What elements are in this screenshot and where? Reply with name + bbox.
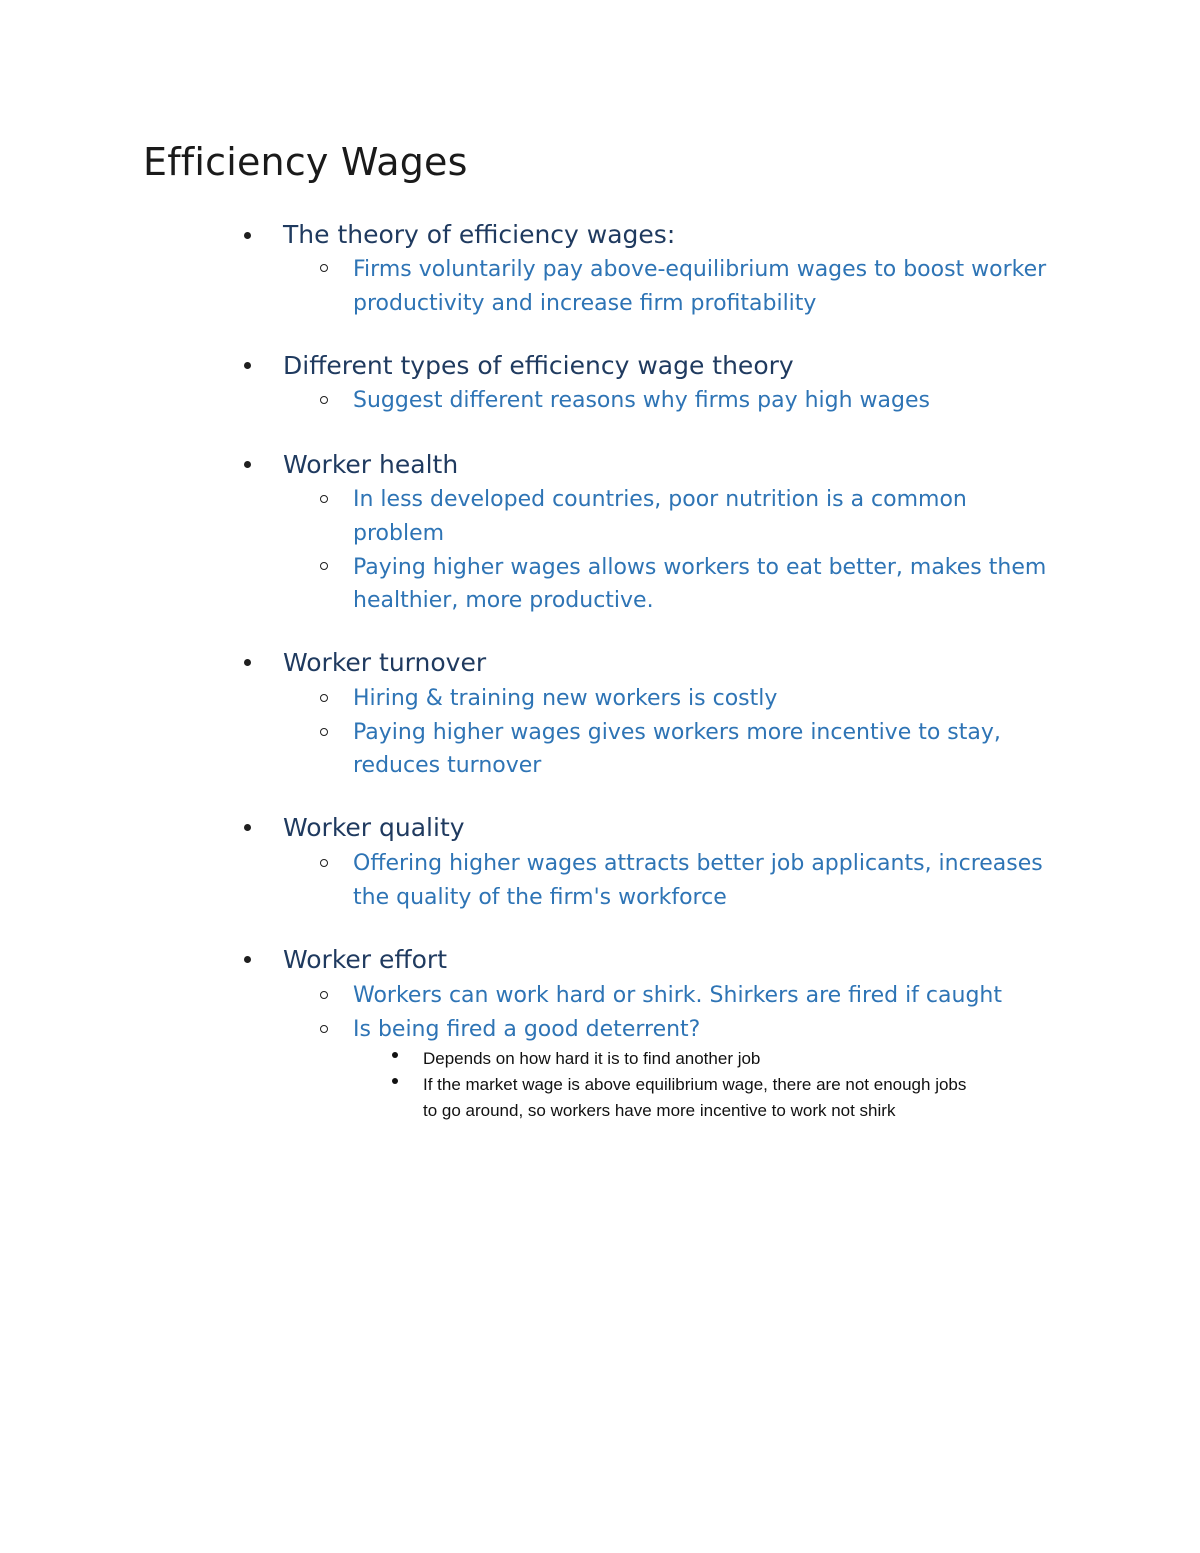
- list-item-line: Is being fired a good deterrent?: [353, 1017, 701, 1042]
- hollow-bullet-icon: [320, 859, 328, 867]
- bullet-icon: [392, 1052, 398, 1058]
- bullet-icon: [244, 461, 251, 468]
- bullet-icon: [244, 956, 251, 963]
- list-item-line: healthier, more productive.: [353, 588, 654, 613]
- list-item-line: In less developed countries, poor nutrition is a common: [353, 487, 967, 512]
- page-title: Efficiency Wages: [143, 140, 468, 184]
- list-item-line: Workers can work hard or shirk. Shirkers are fired if caught: [353, 983, 1002, 1008]
- hollow-bullet-icon: [320, 728, 328, 736]
- list-item-line: reduces turnover: [353, 753, 542, 778]
- list-item-line: productivity and increase firm profitability: [353, 291, 817, 316]
- bullet-icon: [392, 1078, 398, 1084]
- bullet-icon: [244, 824, 251, 831]
- hollow-bullet-icon: [320, 1025, 328, 1033]
- hollow-bullet-icon: [320, 264, 328, 272]
- section-heading: The theory of efficiency wages:: [283, 220, 676, 249]
- section-heading: Worker turnover: [283, 648, 487, 677]
- section-heading: Different types of efficiency wage theory: [283, 351, 794, 380]
- list-item-line: Firms voluntarily pay above-equilibrium wages to boost worker: [353, 257, 1047, 282]
- section-heading: Worker quality: [283, 813, 465, 842]
- hollow-bullet-icon: [320, 396, 328, 404]
- sub-list-item-line: If the market wage is above equilibrium wage, there are not enough jobs: [423, 1075, 967, 1094]
- bullet-icon: [244, 659, 251, 666]
- section-heading: Worker effort: [283, 945, 448, 974]
- sub-list-item-line: Depends on how hard it is to find another job: [423, 1049, 761, 1068]
- list-item-line: Offering higher wages attracts better job applicants, increases: [353, 851, 1043, 876]
- list-item-line: problem: [353, 521, 445, 546]
- section-heading: Worker health: [283, 450, 459, 479]
- list-item-line: Paying higher wages allows workers to eat better, makes them: [353, 555, 1047, 580]
- list-item-line: Paying higher wages gives workers more incentive to stay,: [353, 720, 1001, 745]
- list-item-line: the quality of the firm's workforce: [353, 885, 727, 910]
- bullet-icon: [244, 232, 251, 239]
- hollow-bullet-icon: [320, 562, 328, 570]
- list-item-line: Hiring & training new workers is costly: [353, 686, 778, 711]
- hollow-bullet-icon: [320, 991, 328, 999]
- sub-list-item-line: to go around, so workers have more incentive to work not shirk: [423, 1101, 896, 1120]
- bullet-icon: [244, 362, 251, 369]
- hollow-bullet-icon: [320, 495, 328, 503]
- list-item-line: Suggest different reasons why firms pay high wages: [353, 388, 930, 413]
- hollow-bullet-icon: [320, 694, 328, 702]
